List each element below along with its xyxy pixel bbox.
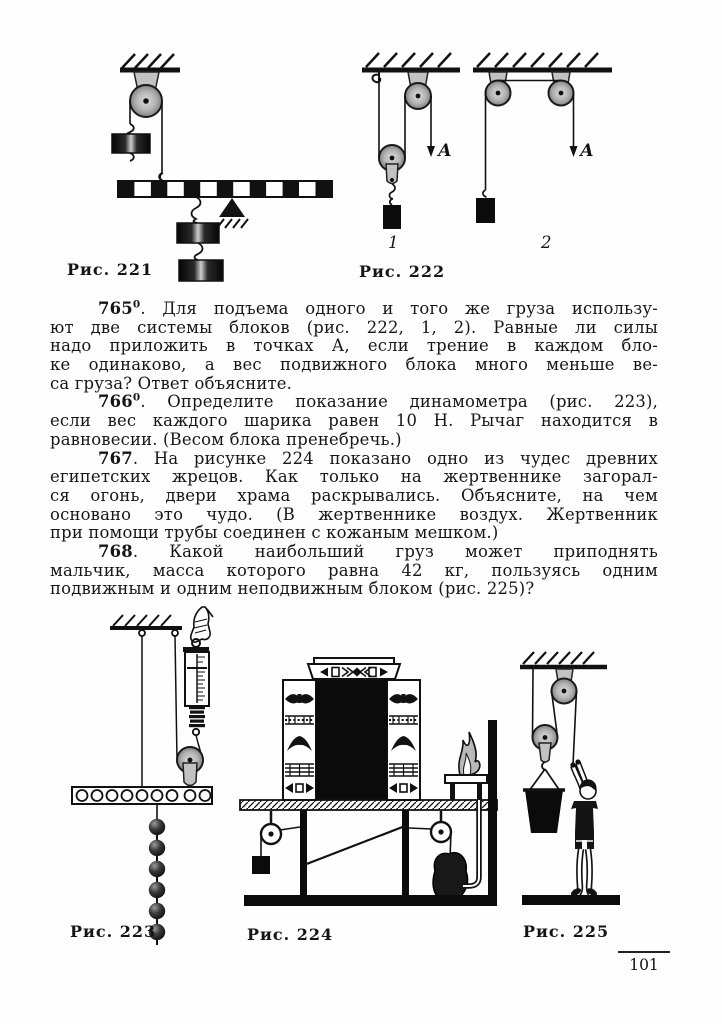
connecting-rope: [304, 826, 405, 865]
text-line: если вес каждого шарика равен 10 Н. Рычаг находится в: [50, 411, 658, 431]
figure-221-caption: Рис. 221: [67, 260, 154, 279]
right-pulley-and-bag: [409, 811, 467, 901]
ceiling-mount: [120, 54, 180, 70]
text-line: 767. На рисунке 224 показано одно из чудес древних: [98, 448, 658, 468]
force-label-a-2: А: [580, 141, 594, 161]
problems-text-block: [50, 300, 658, 599]
text-line: египетских жрецов. Как только на жертвеннике загорал-: [50, 467, 658, 487]
figure-225-caption: Рис. 225: [523, 922, 610, 941]
figure-225-boy-pulley-illustration: [503, 643, 638, 913]
fixed-pulley-icon: [552, 669, 577, 704]
boy-figure: [570, 759, 599, 897]
temple-cornice: [308, 658, 400, 679]
ceiling-hook-icon: [372, 72, 380, 82]
temple-doors: [283, 680, 420, 800]
fulcrum-icon: [217, 198, 248, 228]
figure-221-pulley-lever-illustration: [58, 42, 343, 287]
fixed-pulley-right-icon: [549, 72, 574, 106]
figure-223-dynamometer-lever-illustration: [55, 605, 240, 955]
ground: [244, 895, 497, 906]
weight-icon: [383, 184, 401, 229]
figure-222-caption: Рис. 222: [359, 262, 446, 281]
fixed-pulley-icon: [405, 72, 431, 109]
temple-doorway: [316, 680, 387, 800]
text-line: 768. Какой наибольший груз может приподнять: [98, 541, 658, 561]
page-number: 101: [618, 951, 670, 974]
fixed-pulley-left-icon: [486, 72, 511, 106]
text-line: при помощи трубы соединен с кожаным мешком.): [50, 523, 499, 543]
figure-224-caption: Рис. 224: [247, 925, 334, 944]
text-line: $765^0$. Для подъема одного и того же груза использу-: [98, 298, 658, 318]
left-pulley-and-weight: [252, 811, 300, 874]
checkered-lever: [118, 173, 332, 197]
ceiling-mount-system1: [362, 53, 460, 70]
perforated-lever: [72, 787, 212, 804]
text-line: основано это чудо. (В жертвеннике воздух. Жертвенник: [50, 504, 658, 524]
figure-223-caption: Рис. 223: [70, 922, 157, 941]
pulley-system-1-label: 1: [388, 233, 399, 252]
problem-767: [50, 450, 658, 543]
text-line: подвижным и одним неподвижным блоком (рис. 225)?: [50, 579, 535, 599]
leather-bag: [433, 853, 467, 901]
problem-768: [50, 543, 658, 599]
right-rope: [159, 101, 163, 181]
dynamometer-icon: [183, 639, 209, 743]
ceiling-mount: [110, 615, 182, 636]
bucket-icon: [523, 769, 565, 833]
door-axles: [300, 810, 409, 895]
altar-flame-icon: [445, 732, 487, 800]
text-line: са груза? Ответ объясните.: [50, 373, 293, 393]
text-line: надо приложить в точках А, если трение в каждом бло-: [50, 336, 658, 356]
problem-766: [50, 393, 658, 449]
weight-icon: [112, 134, 150, 161]
text-line: ся огонь, двери храма раскрывались. Объясните, на чем: [50, 485, 658, 505]
text-line: ке одинаково, а вес подвижного блока много меньше ве-: [50, 355, 658, 375]
hand-icon: [191, 607, 213, 642]
temple-floor: [240, 800, 497, 810]
ceiling-mount-system2: [473, 53, 612, 70]
weight-icon: [476, 198, 495, 223]
text-line: равновесии. (Весом блока пренебречь.): [50, 429, 402, 449]
text-line: $766^0$. Определите показание динамометра (рис. 223),: [98, 391, 658, 412]
figure-222-block-systems-illustration: [338, 38, 640, 288]
ground: [522, 895, 620, 905]
force-label-a-1: А: [438, 141, 452, 161]
figure-224-temple-illustration: [236, 628, 504, 918]
pulley-system-2-label: 2: [541, 233, 552, 252]
problem-765: [50, 300, 658, 393]
ceiling-mount: [520, 652, 607, 667]
hanging-weights: [177, 197, 223, 281]
movable-pulley-icon: [533, 725, 558, 770]
temple-wall: [488, 720, 497, 905]
movable-pulley-icon: [379, 145, 405, 184]
fixed-pulley-icon: [130, 72, 162, 117]
text-line: мальчик, масса которого равна 42 кг, пользуясь одним: [50, 560, 658, 580]
text-line: ют две системы блоков (рис. 222, 1, 2). Равные ли силы: [50, 317, 658, 337]
